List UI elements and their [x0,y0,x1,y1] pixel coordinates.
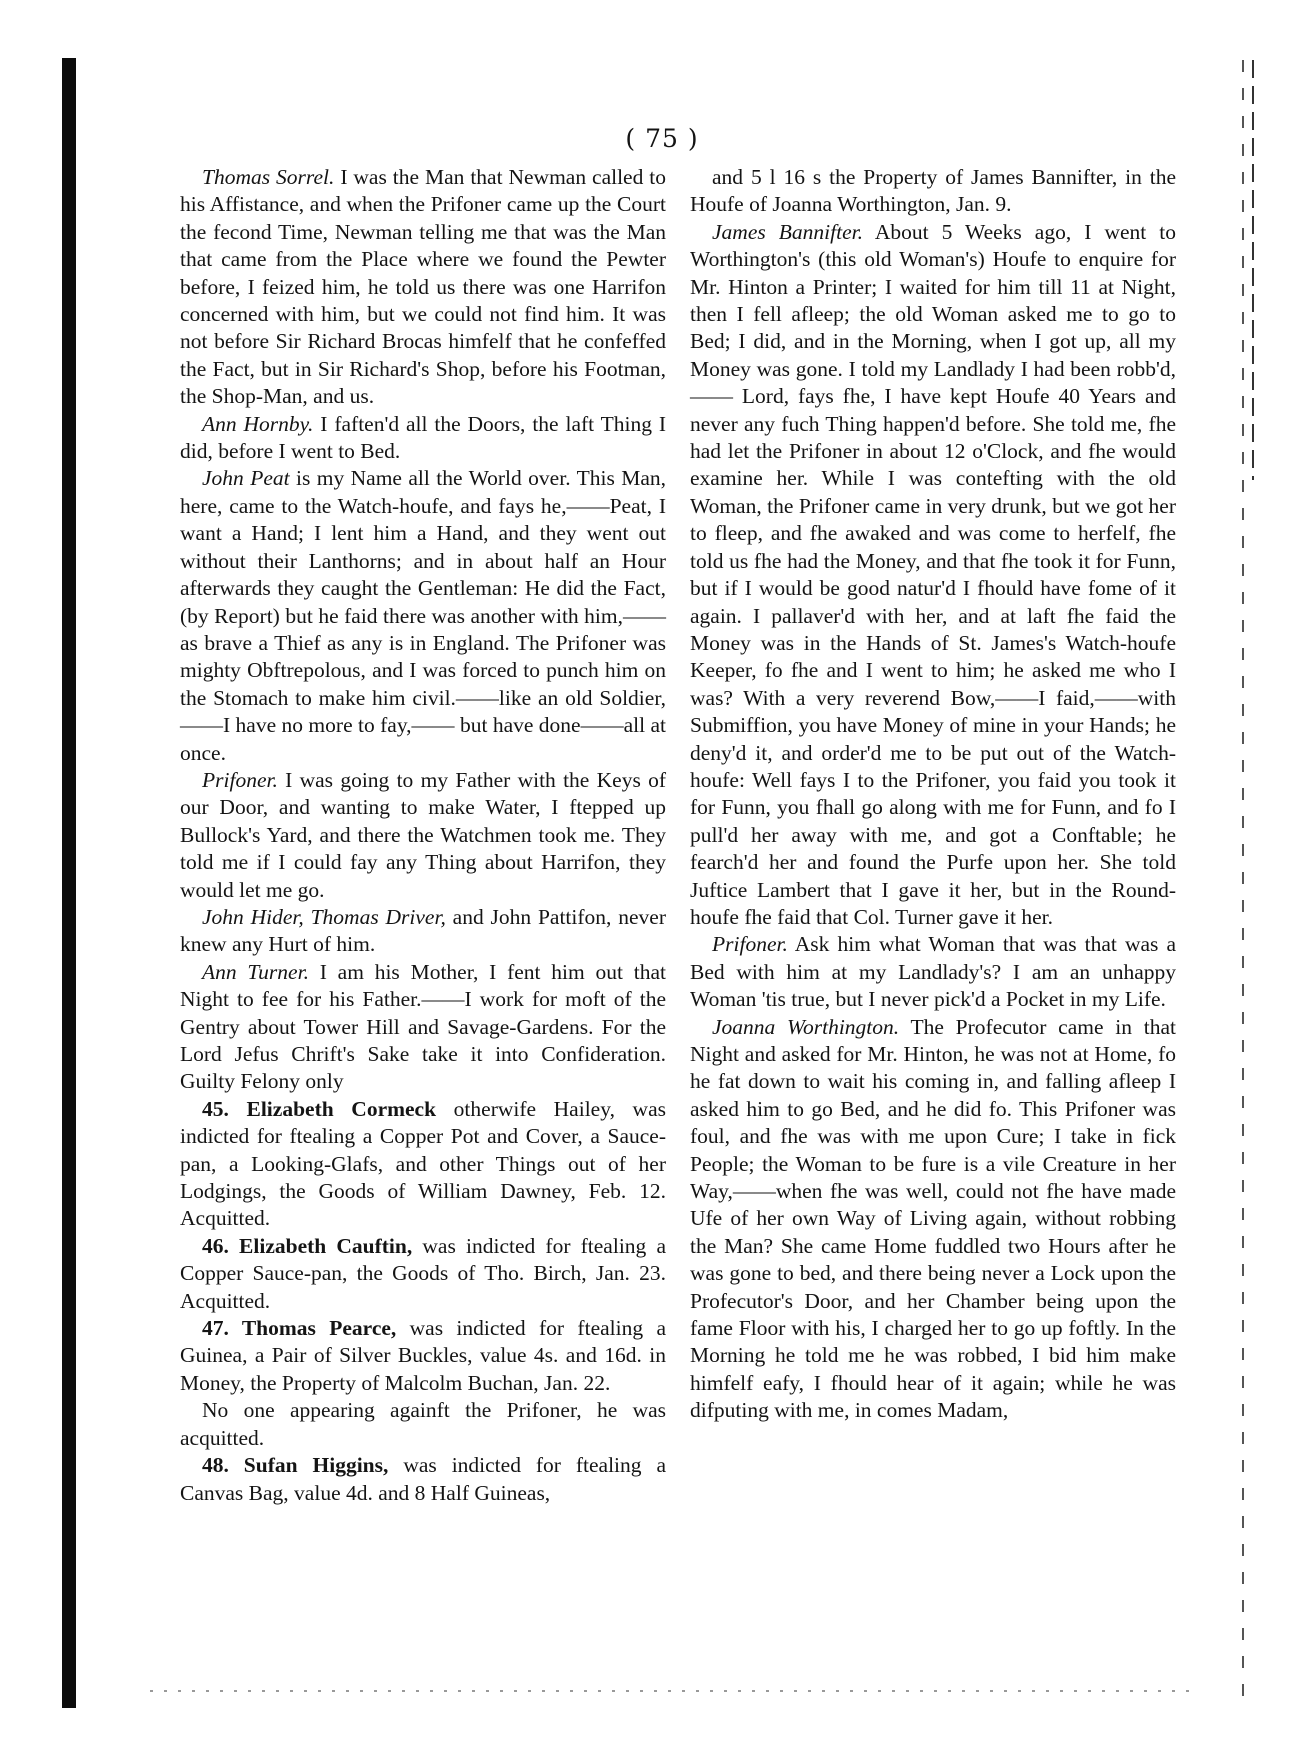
paragraph [180,411,666,466]
paragraph [180,959,666,1096]
paragraph [180,1397,666,1452]
paragraph-text: was indicted for ftealing a Canvas Bag, value 4d. and 8 Half Guineas, [180,1453,667,1505]
entry-heading: 46. Elizabeth Cauftin, [202,1233,413,1258]
paragraph-text: I faften'd all the Doors, the laft Thing I did, before I went to Bed. [180,411,667,464]
speaker-name: John Peat [202,466,290,491]
page-number: ( 75 ) [625,124,699,153]
paragraph-text: The Profecutor came in that Night and asked for Mr. Hinton, he was not at Home, fo he fat down to wait his coming in, and falling afleep I asked him to go Bed, and he did fo. This Prifoner was foul, and fhe was with me upon Cure; I take in fick People; the Woman to be fure is a vile Creature in her Way,——when fhe was well, could not fhe have made Ufe of her own Way of Living again, without robbing the Man? She came Home fuddled two Hours after he was gone to bed, and there being never a Lock upon the Profecutor's Door, and her Chamber being upon the fame Floor with his, I charged her to go up foftly. In the Morning he told me he was robbed, I bid him make himfelf eafy, I fhould hear of it again; while he was difputing with me, in comes Madam, [690,1014,1176,1423]
speaker-name: Ann Hornby. [202,411,314,436]
paragraph [180,1096,666,1233]
paragraph [180,767,666,904]
paragraph-text: otherwife Hailey, was indicted for ftealing a Copper Pot and Cover, a Sauce-pan, a Looking-Glafs, and other Things out of her Lodgings, the Goods of William Dawney, Feb. 12. Acquitted. [180,1096,666,1231]
paragraph-text: No one appearing againft the Prifoner, he was acquitted. [180,1398,666,1450]
speaker-name: Thomas Sorrel. [202,165,335,189]
paragraph [690,164,1176,219]
right-column [690,164,1176,1425]
entry-heading: 47. Thomas Pearce, [202,1316,397,1341]
paragraph-text: and John Pattifon, never knew any Hurt of him. [180,904,666,957]
paragraph-text: Ask him what Woman that was that was a Bed with him at my Landlady's? I am an unhappy Woman 'tis true, but I never pick'd a Pocket in my Life. [690,932,1176,1012]
paragraph [180,164,666,411]
speaker-name: Prifoner. [712,932,788,957]
paragraph [180,1452,666,1507]
speaker-name: Joanna Worthington. [712,1014,900,1039]
paragraph-text: was indicted for ftealing a Guinea, a Pair of Silver Buckles, value 4s. and 16d. in Money, the Property of Malcolm Buchan, Jan. 22. [180,1316,666,1395]
page-edge-marks [1242,60,1244,1700]
paragraph-text: I was the Man that Newman called to his Affistance, and when the Prifoner came up the Court the fecond Time, Newman telling me that was the Man that came from the Place where we found the Pewter before, I feized him, he told us there was one Harrifon concerned with him, but we could not find him. It was not before Sir Richard Brocas himfelf that he confeffed the Fact, but in Sir Richard's Shop, before his Footman, the Shop-Man, and us. [180,165,667,409]
speaker-name: James Bannifter. [712,219,863,244]
paragraph-text: I am his Mother, I fent him out that Night to fee for his Father.——I work for moft of the Gentry about Tower Hill and Savage-Gardens. For the Lord Jefus Chrift's Sake take it into Confideration. Guilty Felony only [180,959,666,1094]
paragraph [180,1315,666,1397]
page-edge-marks-secondary [1252,60,1254,480]
paragraph [180,1233,666,1315]
paragraph [690,1014,1176,1425]
paragraph-text: is my Name all the World over. This Man, here, came to the Watch-houfe, and fays he,——Peat, I want a Hand; I lent him a Hand, and they went out without their Lanthorns; and in about half an Hour afterwards they caught the Gentleman: He did the Fact, (by Report) but he faid there was another with him,——as brave a Thief as any is in England. The Prifoner was mighty Obftrepolous, and I was forced to punch him on the Stomach to make him civil.——like an old Soldier,——I have no more to fay,—— but have done——all at once. [180,466,666,765]
page-binding-shadow [62,58,76,1708]
left-column [180,164,666,1507]
speaker-name: John Hider, Thomas Driver, [202,904,446,929]
paragraph [180,904,666,959]
speaker-name: Ann Turner. [202,959,309,984]
speaker-name: Prifoner. [202,767,278,792]
paragraph [690,219,1176,932]
entry-heading: 45. Elizabeth Cormeck [202,1096,437,1121]
paragraph [690,931,1176,1013]
paragraph-text: I was going to my Father with the Keys of our Door, and wanting to make Water, I ftepped up Bullock's Yard, and there the Watchmen took me. They told me if I could fay any Thing about Harrifon, they would let me go. [180,767,667,902]
page-bottom-speckle [150,1690,1200,1692]
paragraph-text: and 5 l 16 s the Property of James Bannifter, in the Houfe of Joanna Worthington, Jan. 9. [690,165,1176,217]
paragraph-text: was indicted for ftealing a Copper Sauce-pan, the Goods of Tho. Birch, Jan. 23. Acquitted. [180,1233,666,1313]
entry-heading: 48. Sufan Higgins, [202,1453,389,1478]
paragraph-text: About 5 Weeks ago, I went to Worthington's (this old Woman's) Houfe to enquire for Mr. Hinton a Printer; I waited for him till 11 at Night, then I fell afleep; the old Woman asked me to go to Bed; I did, and in the Morning, when I got up, all my Money was gone. I told my Landlady I had been robb'd,—— Lord, fays fhe, I have kept Houfe 40 Years and never any fuch Thing happen'd before. She told me, fhe had let the Prifoner in about 12 o'Clock, and fhe would examine her. While I was contefting with the old Woman, the Prifoner came in very drunk, but we got her to fleep, and fhe awaked and was come to herfelf, fhe told us fhe had the Money, and that fhe took it for Funn, but if I would be good natur'd I fhould have fome of it again. I pallaver'd with her, and at laft fhe faid the Money was in the Hands of St. James's Watch-houfe Keeper, fo fhe and I went to him; he asked me who I was? With a very reverend Bow,——I faid,——with Submiffion, you have Money of mine in your Hands; he deny'd it, and order'd me to be put out of the Watch-houfe: Well fays I to the Prifoner, you faid you took it for Funn, you fhall go along with me for Funn, and fo I pull'd her away with me, and got a Conftable; he fearch'd her and found the Purfe upon her. She told Juftice Lambert that I gave it her, but in the Round-houfe fhe faid that Col. Turner gave it her. [690,219,1176,929]
paragraph [180,465,666,766]
